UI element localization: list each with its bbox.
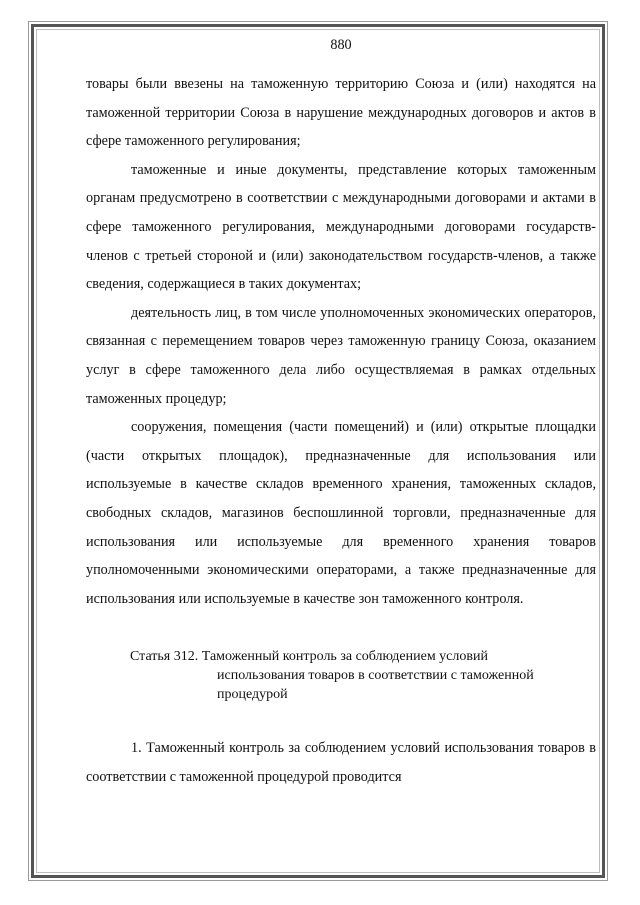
article-title-line1: Таможенный контроль за соблюдением условий: [201, 649, 488, 665]
document-page: [86, 36, 596, 791]
paragraph-2: таможенные и иные документы, представление которых таможенным органам предусмотрено в соответствии с международными договорами и актами в сфере таможенного регулирования, международными договорами государств-членов с третьей стороной и (или) законодательством государств-членов, а также сведения, содержащиеся в таких документах;: [86, 161, 596, 293]
paragraph-4: сооружения, помещения (части помещений) и (или) открытые площадки (части открытых площадок), предназначенные для использования или используемые в качестве складов временного хранения, таможенных складов, свободных складов, магазинов беспошлинной торговли, предназначенные для использования или используемые для временного хранения товаров уполномоченными экономическими операторами, а также предназначенные для использования или используемые в качестве зон таможенного контроля.: [86, 419, 596, 607]
article-title-rest: использования товаров в соответствии с таможенной процедурой: [217, 668, 534, 703]
paragraph-3: деятельность лиц, в том числе уполномоченных экономических операторов, связанная с перемещением товаров через таможенную границу Союза, оказанием услуг в сфере таможенного дела либо осуществляемая в рамках отдельных таможенных процедур;: [86, 304, 596, 407]
page-number: 880: [330, 37, 352, 53]
paragraph-article-1: 1. Таможенный контроль за соблюдением условий использования товаров в соответствии с таможенной процедурой проводится: [86, 740, 596, 785]
paragraph-1: товары были ввезены на таможенную территорию Союза и (или) находятся на таможенной территории Союза в нарушение международных договоров и актов в сфере таможенного регулирования;: [86, 76, 596, 150]
article-heading: [86, 647, 596, 704]
article-label: Статья 312.: [130, 649, 199, 665]
